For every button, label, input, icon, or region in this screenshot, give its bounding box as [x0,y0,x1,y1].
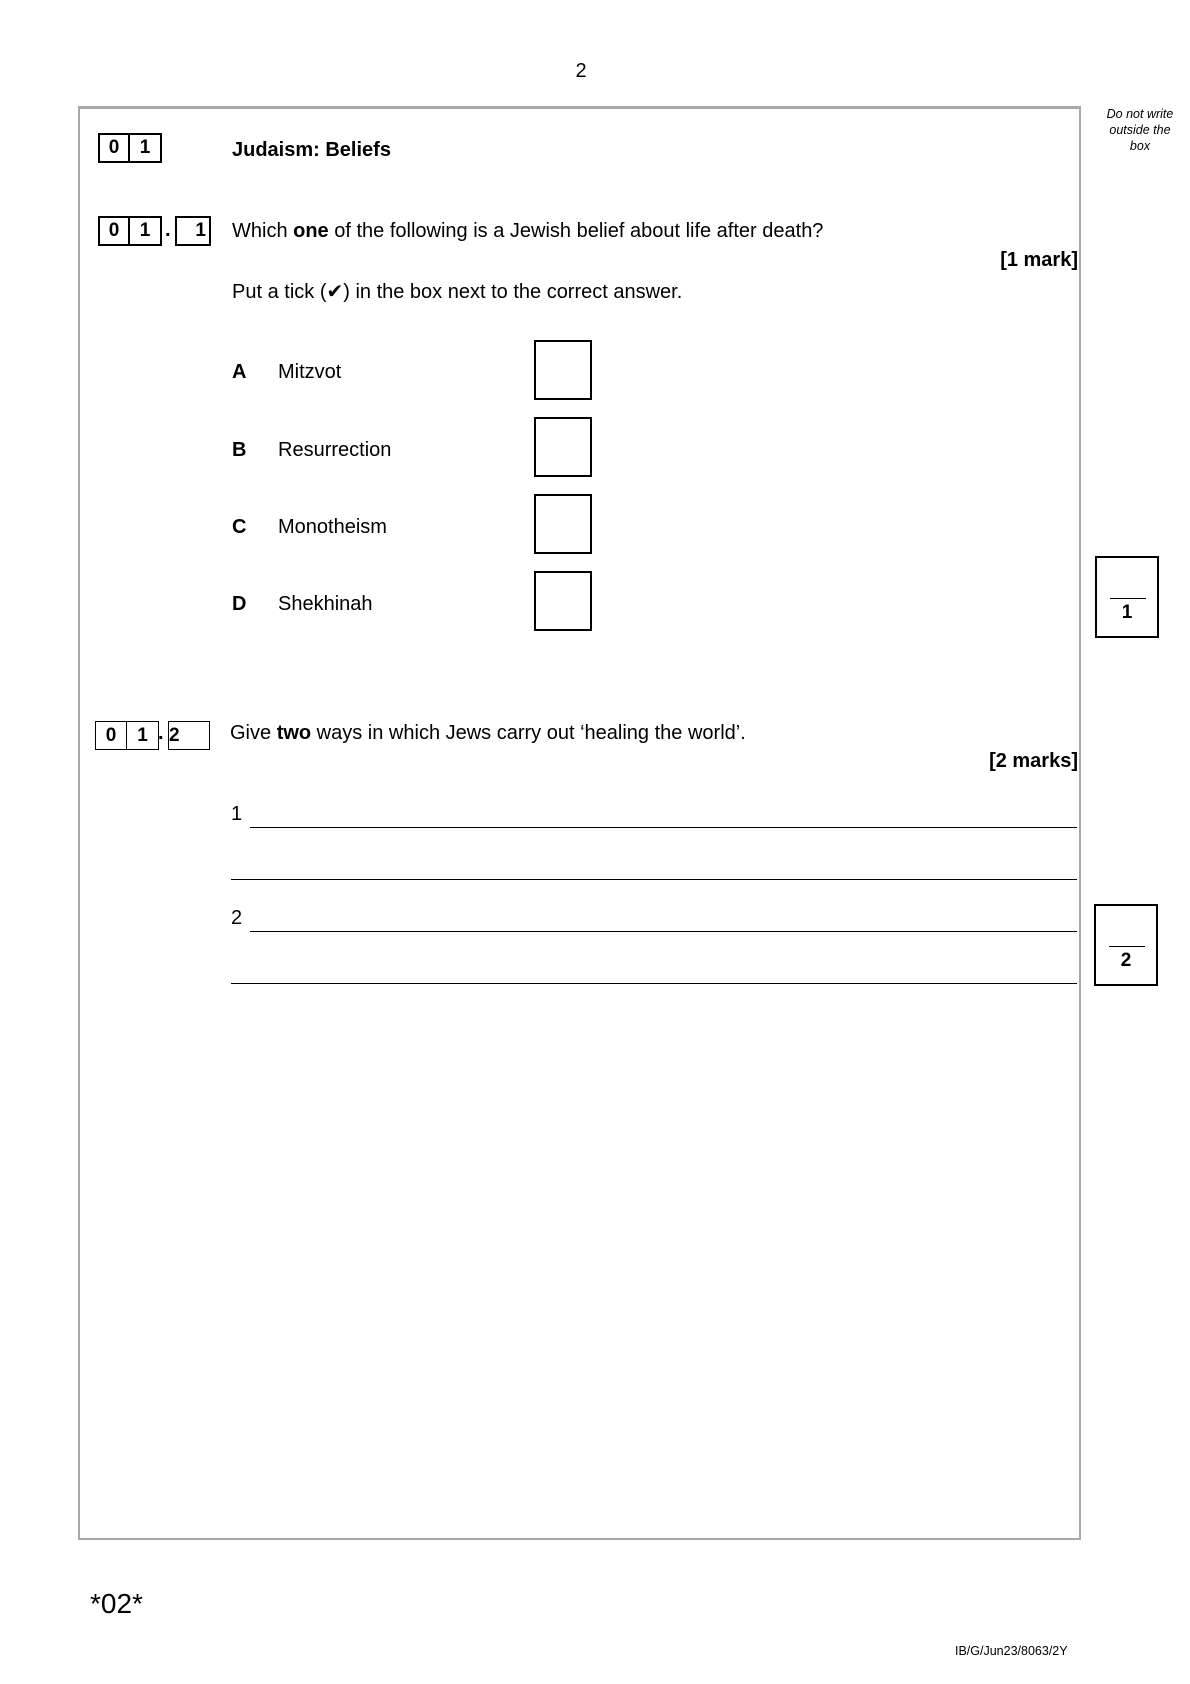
option-label: Monotheism [278,516,387,538]
answer-frame [78,106,1081,1540]
answer-line-2b[interactable] [231,983,1077,984]
section-number-box: 0 [98,133,130,163]
option-letter: C [232,516,247,538]
answer-line-1[interactable] [250,827,1077,828]
option-letter: D [232,593,247,615]
paper-reference: IB/G/Jun23/8063/2Y [955,1644,1068,1658]
score-line [1110,598,1146,599]
question-number-box: 0 [98,216,130,246]
page-barcode-label: *02* [90,1588,143,1619]
marks-label: [1 mark] [1000,249,1078,271]
page-number: 2 [575,60,587,82]
question-number-box: 1 [130,216,162,246]
margin-note-line: Do not write [1106,107,1174,121]
option-letter: B [232,439,247,461]
question-number-box: 1 [175,216,211,246]
question-number-box: 2 [168,721,210,750]
question-emphasis: two [276,722,312,744]
option-a-tick-box[interactable] [534,340,592,400]
option-label: Mitzvot [278,361,342,383]
option-letter: A [232,361,247,383]
margin-note [1092,106,1188,154]
option-label: Shekhinah [278,593,373,615]
marks-label: [2 marks] [989,750,1078,772]
score-box [1094,904,1158,986]
question-text: Give two ways in which Jews carry out ‘healing the world’. [230,722,746,744]
score-total: 1 [1121,602,1133,623]
option-c-tick-box[interactable] [534,494,592,554]
question-number-box: 1 [127,721,159,750]
question-emphasis: one [293,220,329,242]
margin-note-line: outside the [1109,123,1171,137]
instruction-text: Put a tick (✔) in the box next to the correct answer. [232,281,683,303]
section-title: Judaism: Beliefs [232,139,391,161]
option-label: Resurrection [278,439,392,461]
question-number-dot: . [165,219,171,241]
question-text: Which one of the following is a Jewish belief about life after death? [232,220,824,242]
question-number-box: 0 [95,721,127,750]
score-line [1109,946,1145,947]
section-number-box: 1 [130,133,162,163]
option-d-tick-box[interactable] [534,571,592,631]
question-number-dot: . [158,722,164,744]
score-box [1095,556,1159,638]
margin-note-line: box [1129,139,1151,153]
option-b-tick-box[interactable] [534,417,592,477]
answer-number: 2 [231,907,243,929]
answer-line-2[interactable] [250,931,1077,932]
answer-line-1b[interactable] [231,879,1077,880]
answer-number: 1 [231,803,243,825]
score-total: 2 [1120,950,1132,971]
